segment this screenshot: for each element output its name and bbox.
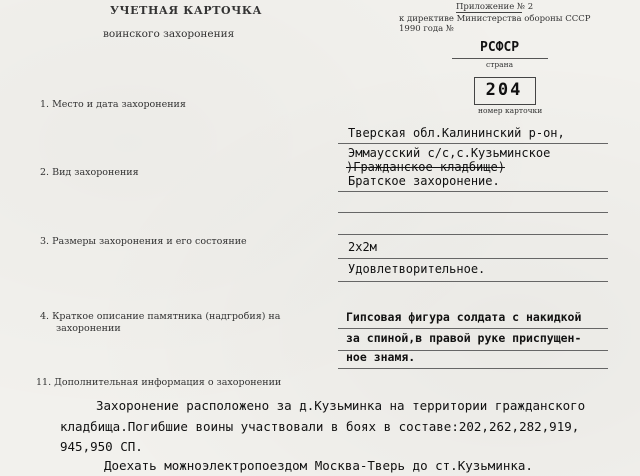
directive-text: [399, 14, 591, 34]
field-3-line-2: Удовлетворительное.: [348, 262, 486, 276]
directive-line-2: 1990 года №: [399, 24, 454, 34]
field-4-line-3: ное знамя.: [346, 350, 416, 364]
field-4-rule-1: [338, 328, 608, 329]
field-2-label: 2. Вид захоронения: [40, 167, 139, 178]
card-number-caption: номер карточки: [478, 106, 543, 115]
card-title: УЧЕТНАЯ КАРТОЧКА: [110, 4, 263, 17]
directive-line-1: к директиве Министерства обороны СССР: [399, 14, 591, 24]
additional-line-1: Захоронение расположено за д.Кузьминка на территории гражданского: [96, 398, 586, 413]
field-3-label: 3. Размеры захоронения и его состояние: [40, 236, 247, 247]
field-4-line-1: Гипсовая фигура солдата с накидкой: [346, 310, 582, 324]
field-2-rule-2: [338, 212, 608, 213]
field-1-label: 1. Место и дата захоронения: [40, 99, 186, 110]
card-subtitle: воинского захоронения: [103, 28, 235, 40]
field-1-rule-1: [338, 143, 608, 144]
card-number: 204: [485, 80, 523, 100]
field-3-rule-1: [338, 234, 608, 235]
additional-line-4: Доехать можноэлектропоездом Москва-Тверь до ст.Кузьминка.: [104, 458, 533, 473]
field-2-line-2: Братское захоронение.: [348, 174, 500, 188]
field-4-label-line-1: 4. Краткое описание памятника (надгробия) на: [40, 311, 281, 322]
annex-underline: [456, 12, 522, 13]
field-4-line-2: за спиной,в правой руке приспущен-: [346, 331, 582, 345]
annex-label: Приложение № 2: [456, 2, 534, 12]
field-4-label-line-2: захоронении: [56, 323, 121, 334]
field-4-rule-3: [338, 368, 608, 369]
field-1-line-1: Тверская обл.Калининский р-он,: [348, 126, 565, 140]
country-caption: страна: [486, 60, 514, 69]
country-underline: [452, 58, 548, 59]
field-3-rule-2: [338, 258, 608, 259]
field-2-line-1: )Гражданское кладбище): [346, 160, 505, 174]
field-11-label: 11. Дополнительная информация о захоронении: [36, 377, 282, 388]
country-value: РСФСР: [480, 40, 520, 55]
field-3-line-1: 2х2м: [348, 240, 377, 254]
additional-line-3: 945,950 СП.: [60, 439, 143, 454]
field-1-line-2: Эммаусский с/с,с.Кузьминское: [348, 146, 551, 160]
field-2-rule-1: [338, 191, 608, 192]
field-3-rule-3: [338, 281, 608, 282]
additional-line-2: кладбища.Погибшие воины участвовали в боях в составе:202,262,282,919,: [60, 419, 580, 434]
